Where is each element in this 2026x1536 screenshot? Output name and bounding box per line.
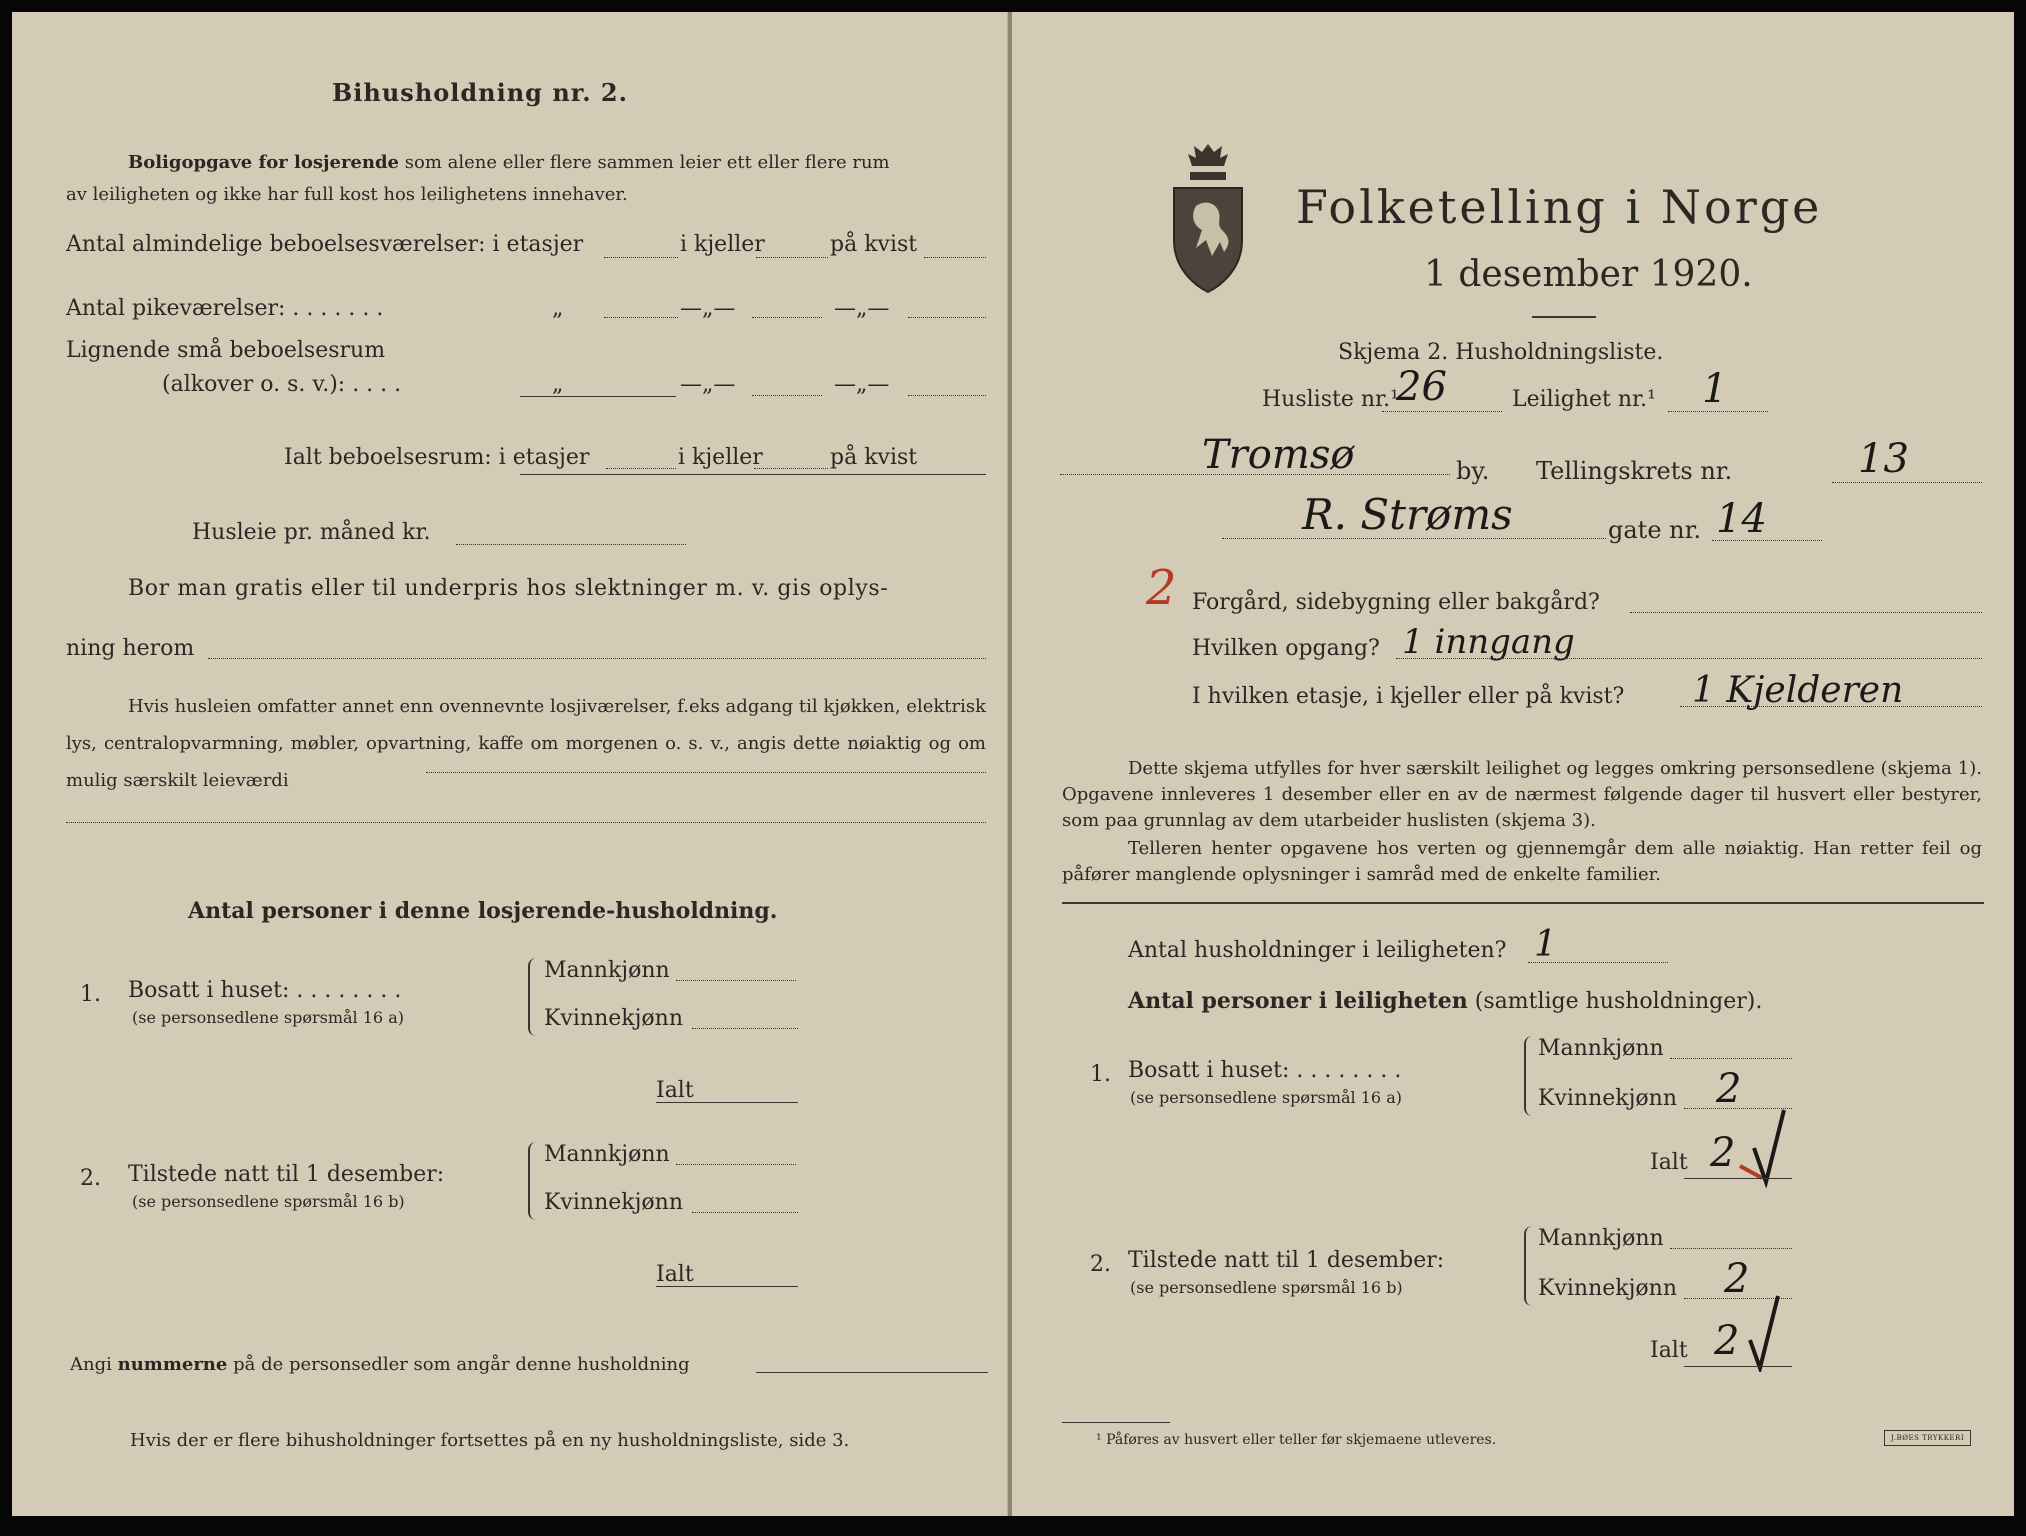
q2-label: Tilstede natt til 1 desember: xyxy=(1128,1248,1445,1273)
field-ialt-kjeller xyxy=(754,468,828,469)
label-ialt: Ialt xyxy=(656,1262,694,1287)
text-bor-gratis: Bor man gratis eller til underpris hos slektninger m. v. gis oplys- xyxy=(128,576,889,601)
field-etasje xyxy=(1680,706,1982,707)
value-street: R. Strøms xyxy=(1302,490,1513,539)
q1-sublabel: (se personsedlene spørsmål 16 a) xyxy=(1130,1088,1402,1107)
page-title: Bihusholdning nr. 2. xyxy=(332,78,628,107)
q1-number: 1. xyxy=(80,982,101,1007)
value-opgang: 1 inngang xyxy=(1402,622,1575,662)
field-q2-kvinne xyxy=(692,1212,798,1213)
label-mannkjonn: Mannkjønn xyxy=(544,1142,670,1167)
ditto-mark: „ xyxy=(552,372,564,397)
label-paa-kvist: på kvist xyxy=(830,232,918,257)
right-page-husholdningsliste xyxy=(1012,12,2014,1516)
form-date: 1 desember 1920. xyxy=(1424,254,1753,295)
field-angi-nummerne xyxy=(756,1372,988,1373)
label-etasje: I hvilken etasje, i kjeller eller på kvist? xyxy=(1192,684,1625,709)
q2-brace xyxy=(1524,1226,1536,1306)
field-pike-etasjer xyxy=(604,317,678,318)
field-gate-nr xyxy=(1712,540,1822,541)
footer-note: Hvis der er flere bihusholdninger fortsettes på en ny husholdningsliste, side 3. xyxy=(130,1430,850,1451)
q1-brace xyxy=(528,958,540,1036)
field-alkover-etasjer xyxy=(520,396,676,397)
ditto-mark: —„— xyxy=(834,372,890,397)
value-antal-husholdninger: 1 xyxy=(1534,924,1557,965)
label-ialt: Ialt xyxy=(656,1078,694,1103)
field-city xyxy=(1060,474,1450,475)
heading-antal-personer: Antal personer i denne losjerende-husholdning. xyxy=(188,898,778,924)
label-kvinnekjonn: Kvinnekjønn xyxy=(544,1006,683,1031)
label-antal-almindelige: Antal almindelige beboelsesværelser: i etasjer xyxy=(66,232,584,257)
title-rule xyxy=(1532,316,1596,318)
label-alkover: (alkover o. s. v.): . . . . xyxy=(162,372,402,397)
field-alm-kvist xyxy=(924,257,986,258)
label-by: by. xyxy=(1456,457,1490,485)
field-alkover-kvist xyxy=(908,395,986,396)
footnote: ¹ Påføres av husvert eller teller før skjemaene utleveres. xyxy=(1096,1432,1497,1448)
q1-brace xyxy=(1524,1036,1536,1116)
section-rule xyxy=(1062,902,1984,904)
field-q2-ialt xyxy=(656,1286,798,1287)
ditto-mark: —„— xyxy=(680,296,736,321)
label-leilighet: Leilighet nr.¹ xyxy=(1512,387,1656,412)
field-opgang xyxy=(1396,658,1982,659)
field-q1-mann xyxy=(1670,1058,1792,1059)
ditto-mark: „ xyxy=(552,296,564,321)
label-paa-kvist: på kvist xyxy=(830,445,918,470)
field-antal-husholdninger xyxy=(1528,962,1668,963)
text-angi-nummerne: Angi nummerne på de personsedler som angår denne husholdning xyxy=(70,1354,690,1375)
text-ning-herom: ning herom xyxy=(66,636,195,661)
intro-line-2: av leiligheten og ikke har full kost hos leilighetens innehaver. xyxy=(66,184,628,205)
field-husliste xyxy=(1382,411,1502,412)
norway-coat-of-arms-icon xyxy=(1168,140,1248,296)
field-street xyxy=(1222,538,1606,539)
heading-antal-personer: Antal personer i leiligheten (samtlige husholdninger). xyxy=(1128,988,1763,1014)
label-i-kjeller: i kjeller xyxy=(680,232,765,257)
value-q1-ialt: 2 xyxy=(1710,1130,1736,1176)
label-ialt-beboelsesrum: Ialt beboelsesrum: i etasjer xyxy=(284,445,590,470)
footnote-rule xyxy=(1062,1422,1170,1423)
label-mannkjonn: Mannkjønn xyxy=(1538,1226,1664,1251)
label-antal-husholdninger: Antal husholdninger i leiligheten? xyxy=(1128,938,1507,963)
field-leieverdi-2 xyxy=(66,822,986,823)
label-gate-nr: gate nr. xyxy=(1608,516,1702,544)
field-ialt-etasjer xyxy=(606,468,676,469)
value-forgard-mark: 2 xyxy=(1146,560,1177,616)
left-page-bihusholdning xyxy=(12,12,1008,1516)
skjema-label: Skjema 2. Husholdningsliste. xyxy=(1338,340,1664,365)
field-forgard xyxy=(1630,612,1982,613)
q2-number: 2. xyxy=(80,1166,101,1191)
instructions-2: Telleren henter opgavene hos verten og gjennemgår dem alle nøiaktig. Han retter feil og påfører manglende oplysninger i samråd med de enkelte familier. xyxy=(1062,838,1982,885)
q2-label: Tilstede natt til 1 desember: xyxy=(128,1162,445,1187)
label-lignende: Lignende små beboelsesrum xyxy=(66,338,386,363)
field-q2-ialt xyxy=(1684,1366,1792,1367)
value-tellingskrets: 13 xyxy=(1858,436,1909,482)
value-city: Tromsø xyxy=(1202,432,1355,478)
label-husleie: Husleie pr. måned kr. xyxy=(192,520,431,545)
field-q1-ialt xyxy=(1684,1178,1792,1179)
value-gate-nr: 14 xyxy=(1716,496,1767,542)
field-gratis-oplysning xyxy=(208,658,986,659)
label-husliste: Husliste nr.¹ xyxy=(1262,387,1399,412)
label-kvinnekjonn: Kvinnekjønn xyxy=(544,1190,683,1215)
printer-mark: J.BØES TRYKKERI xyxy=(1884,1430,1971,1446)
label-ialt: Ialt xyxy=(1650,1338,1688,1363)
field-tellingskrets xyxy=(1832,482,1982,483)
field-pike-kjeller xyxy=(752,317,822,318)
field-alm-etasjer xyxy=(604,257,678,258)
label-kvinnekjonn: Kvinnekjønn xyxy=(1538,1086,1677,1111)
label-i-kjeller: i kjeller xyxy=(678,445,763,470)
value-leilighet: 1 xyxy=(1702,366,1728,412)
field-q2-mann xyxy=(676,1164,796,1165)
value-q1-kvinne: 2 xyxy=(1716,1066,1742,1112)
label-forgard: Forgård, sidebygning eller bakgård? xyxy=(1192,590,1600,615)
value-q2-kvinne: 2 xyxy=(1724,1256,1750,1302)
value-etasje: 1 Kjelderen xyxy=(1692,670,1904,711)
q1-label: Bosatt i huset: . . . . . . . . xyxy=(128,978,402,1003)
text-hvis-husleien: Hvis husleien omfatter annet enn ovennevnte losjiværelser, f.eks adgang til kjøkken, elektrisk lys, centralopvarmning, møbler, opvartning, kaffe om morgenen o. s. v., angis dette nøiaktig og om mulig særskilt leieværdi xyxy=(66,696,986,791)
label-antal-pike: Antal pikeværelser: . . . . . . . xyxy=(66,296,384,321)
field-pike-kvist xyxy=(908,317,986,318)
checkmark-icon xyxy=(1736,1292,1786,1372)
ditto-mark: —„— xyxy=(834,296,890,321)
field-leilighet xyxy=(1668,411,1768,412)
intro-line-1: Boligopgave for losjerende som alene eller flere sammen leier ett eller flere rum xyxy=(128,152,890,173)
label-ialt: Ialt xyxy=(1650,1150,1688,1175)
label-mannkjonn: Mannkjønn xyxy=(544,958,670,983)
label-kvinnekjonn: Kvinnekjønn xyxy=(1538,1276,1677,1301)
field-alm-kjeller xyxy=(756,257,828,258)
ditto-mark: —„— xyxy=(680,372,736,397)
q1-sublabel: (se personsedlene spørsmål 16 a) xyxy=(132,1008,404,1027)
label-opgang: Hvilken opgang? xyxy=(1192,636,1380,661)
value-q2-ialt: 2 xyxy=(1714,1318,1740,1364)
field-q1-ialt xyxy=(656,1102,798,1103)
field-alkover-kjeller xyxy=(752,395,822,396)
field-q2-mann xyxy=(1670,1248,1792,1249)
ialt-underline xyxy=(520,474,986,475)
value-husliste: 26 xyxy=(1396,364,1447,410)
q2-sublabel: (se personsedlene spørsmål 16 b) xyxy=(132,1192,405,1211)
instructions-1: Dette skjema utfylles for hver særskilt leilighet og legges omkring personsedlene (skjema 1). Opgavene innleveres 1 desember eller en av de nærmest følgende dager til husvert eller bestyrer, som paa grunnlag av dem utarbeider huslisten (skjema 3). xyxy=(1062,758,1982,831)
q1-number: 1. xyxy=(1090,1062,1111,1087)
field-leieverdi xyxy=(426,772,986,773)
q2-sublabel: (se personsedlene spørsmål 16 b) xyxy=(1130,1278,1403,1297)
q1-label: Bosatt i huset: . . . . . . . . xyxy=(1128,1058,1402,1083)
q2-brace xyxy=(528,1142,540,1220)
label-mannkjonn: Mannkjønn xyxy=(1538,1036,1664,1061)
field-q1-kvinne xyxy=(692,1028,798,1029)
form-title: Folketelling i Norge xyxy=(1296,180,1823,234)
field-q1-mann xyxy=(676,980,796,981)
checkmark-icon xyxy=(1732,1108,1792,1188)
field-husleie xyxy=(456,544,686,545)
q2-number: 2. xyxy=(1090,1252,1111,1277)
label-tellingskrets: Tellingskrets nr. xyxy=(1536,457,1733,485)
